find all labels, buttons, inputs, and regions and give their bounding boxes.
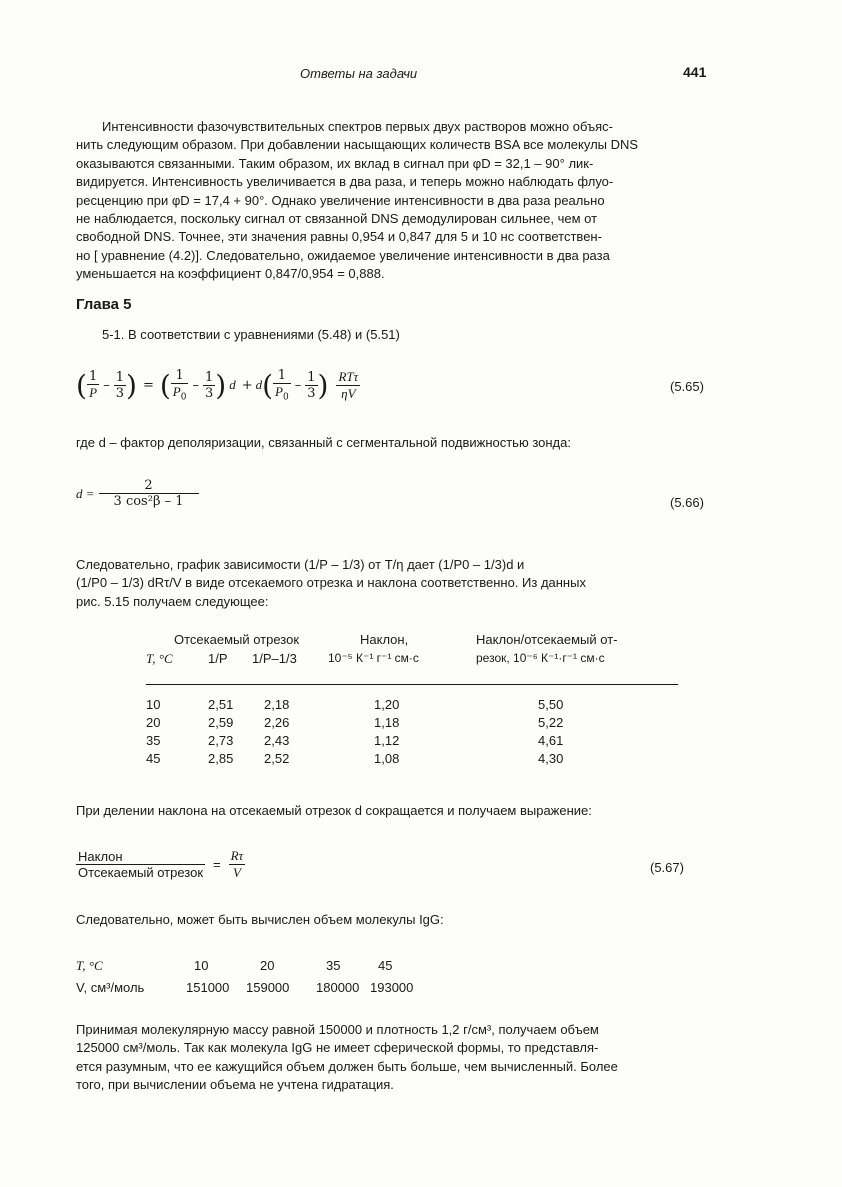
table-rule xyxy=(146,684,678,685)
cell: 2,51 xyxy=(208,697,234,712)
cell: 1,18 xyxy=(374,715,400,730)
cell: 2,26 xyxy=(264,715,290,730)
cell: 45 xyxy=(146,751,161,766)
text-line: но [ уравнение (4.2)]. Следовательно, ожидаемое увеличение интенсивности в два раза xyxy=(76,247,610,263)
paren-open: ( xyxy=(262,368,274,402)
cell: 1,08 xyxy=(374,751,400,766)
text-line: уменьшается на коэффициент 0,847/0,954 = 0,888. xyxy=(76,266,385,282)
fraction: $\frac{\text{RTτ}}{\eta V}$ xyxy=(338,368,359,401)
header-cell: Наклон/отсекаемый от- xyxy=(476,632,618,647)
eq-lhs: d = xyxy=(76,485,95,501)
chapter-heading: Глава 5 xyxy=(76,296,132,313)
cell: 2,59 xyxy=(208,715,234,730)
cell: 10 xyxy=(146,697,161,712)
text-line: Интенсивности фазочувствительных спектров первых двух растворов можно объяс- xyxy=(102,119,614,134)
table-header xyxy=(146,630,678,668)
text-line: нить следующим образом. При добавлении насыщающих количеств BSA все молекулы DNS xyxy=(76,137,639,153)
table-row xyxy=(76,980,476,998)
text-line: (1/P0 – 1/3) dRτ/V в виде отсекаемого отрезка и наклона соответственно. Из данных xyxy=(76,575,586,591)
fraction: $\frac{1}{3}$ xyxy=(115,369,124,401)
equation-number: (5.66) xyxy=(670,495,704,510)
running-header: Ответы на задачи xyxy=(300,66,418,81)
where-line: где d – фактор деполяризации, связанный с сегментальной подвижностью зонда: xyxy=(76,435,571,450)
text-line: видируется. Интенсивность увеличивается в два раза, и теперь можно наблюдать флуо- xyxy=(76,174,614,190)
text-line: рис. 5.15 получаем следующее: xyxy=(76,593,269,609)
text-line: 125000 см³/моль. Так как молекула IgG не имеет сферической формы, то представля- xyxy=(76,1040,599,1056)
equation-5-67 xyxy=(76,848,245,881)
header-cell: Отсекаемый отрезок xyxy=(174,632,300,647)
cell: 4,30 xyxy=(538,751,564,766)
answer-paragraph-1 xyxy=(76,118,736,284)
cell: 180000 xyxy=(316,980,360,995)
cell: 2,85 xyxy=(208,751,234,766)
results-table xyxy=(146,630,678,769)
cell: 2,43 xyxy=(264,733,290,748)
fraction: $\frac{\text{Наклон}}{\text{Отсекаемый отрезок}}$ xyxy=(78,849,204,880)
page-number: 441 xyxy=(683,64,707,80)
cell: T, °C xyxy=(76,958,103,973)
cell: 4,61 xyxy=(538,733,564,748)
var-d: d xyxy=(229,377,236,392)
equation-5-65 xyxy=(76,362,360,408)
cell: 45 xyxy=(378,958,393,973)
fraction: $\frac{R\tau}{V}$ xyxy=(230,848,244,880)
cell: 2,52 xyxy=(264,751,290,766)
answer-paragraph-4: Следовательно, может быть вычислен объем молекулы IgG: xyxy=(76,912,444,927)
equals-sign: = xyxy=(142,377,154,393)
fraction: $\frac{1}{P_0}$ xyxy=(172,367,187,403)
var-d: d xyxy=(255,377,263,392)
text-line: ется разумным, что ее кажущийся объем должен быть больше, чем вычисленный. Более xyxy=(76,1058,618,1074)
answer-paragraph-5 xyxy=(76,1021,618,1095)
table-row xyxy=(146,733,678,751)
header-cell: 1/P xyxy=(208,651,228,666)
cell: 1,20 xyxy=(374,697,400,712)
paren-open: ( xyxy=(159,368,171,402)
fraction: $\frac{1}{3}$ xyxy=(307,369,316,401)
cell: 5,22 xyxy=(538,715,564,730)
paren-close: ) xyxy=(126,368,137,402)
table-row xyxy=(76,958,476,976)
cell: 35 xyxy=(146,733,161,748)
table-row xyxy=(146,715,678,733)
plus-sign: + xyxy=(241,377,253,393)
paren-close: ) xyxy=(317,368,329,402)
text-line: оказываются связанными. Таким образом, их вклад в сигнал при φD = 32,1 – 90° лик- xyxy=(76,155,594,171)
header-cell: резок, 10⁻⁶ К⁻¹·г⁻¹ см·с xyxy=(476,651,605,665)
header-cell: Наклон, xyxy=(360,632,409,647)
header-cell: 1/P–1/3 xyxy=(252,651,297,666)
cell: 151000 xyxy=(186,980,230,995)
cell: 2,18 xyxy=(264,697,290,712)
fraction: $\frac{2}{\text{3 cos²β – 1}}$ xyxy=(99,478,199,509)
cell: 20 xyxy=(260,958,275,973)
cell: 1,12 xyxy=(374,733,400,748)
volume-table xyxy=(76,958,476,1000)
cell: 5,50 xyxy=(538,697,564,712)
table-body xyxy=(146,697,678,769)
problem-intro: 5-1. В соответствии с уравнениями (5.48) и (5.51) xyxy=(102,327,400,342)
cell: 20 xyxy=(146,715,161,730)
cell: 193000 xyxy=(370,980,414,995)
minus-sign: – xyxy=(192,377,199,393)
answer-paragraph-2 xyxy=(76,556,586,611)
answer-paragraph-3: При делении наклона на отсекаемый отрезок d сокращается и получаем выражение: xyxy=(76,803,592,818)
text-line: не наблюдается, поскольку сигнал от связанной DNS демодулирован сильнее, чем от xyxy=(76,211,598,227)
equation-number: (5.67) xyxy=(650,860,684,875)
header-cell: T, °C xyxy=(146,651,173,666)
text-line: того, при вычислении объема не учтена гидратация. xyxy=(76,1077,394,1093)
text-line: свободной DNS. Точнее, эти значения равны 0,954 и 0,847 для 5 и 10 нс соответствен- xyxy=(76,229,602,245)
fraction: $\frac{1}{P}$ xyxy=(88,369,98,400)
equation-number: (5.65) xyxy=(670,379,704,394)
cell: V, см³/моль xyxy=(76,980,145,995)
equals-sign: = xyxy=(213,857,221,872)
minus-sign: – xyxy=(103,377,110,393)
table-row xyxy=(146,697,678,715)
cell: 10 xyxy=(194,958,209,973)
header-cell: 10⁻⁵ К⁻¹ г⁻¹ см·с xyxy=(328,651,419,665)
paren-close: ) xyxy=(215,368,227,402)
paren-open: ( xyxy=(76,368,87,402)
cell: 159000 xyxy=(246,980,290,995)
cell: 35 xyxy=(326,958,341,973)
text-line: Следовательно, график зависимости (1/P – 1/3) от T/η дает (1/P0 – 1/3)d и xyxy=(76,557,525,572)
table-row xyxy=(146,751,678,769)
cell: 2,73 xyxy=(208,733,234,748)
text-line: ресценцию при φD = 17,4 + 90°. Однако увеличение интенсивности в два раза реально xyxy=(76,192,605,208)
minus-sign: – xyxy=(294,377,302,393)
fraction: $\frac{1}{P_0}$ xyxy=(275,367,289,403)
fraction: $\frac{1}{3}$ xyxy=(204,369,214,401)
text-line: Принимая молекулярную массу равной 150000 и плотность 1,2 г/см³, получаем объем xyxy=(76,1022,599,1037)
equation-5-66 xyxy=(76,478,199,509)
